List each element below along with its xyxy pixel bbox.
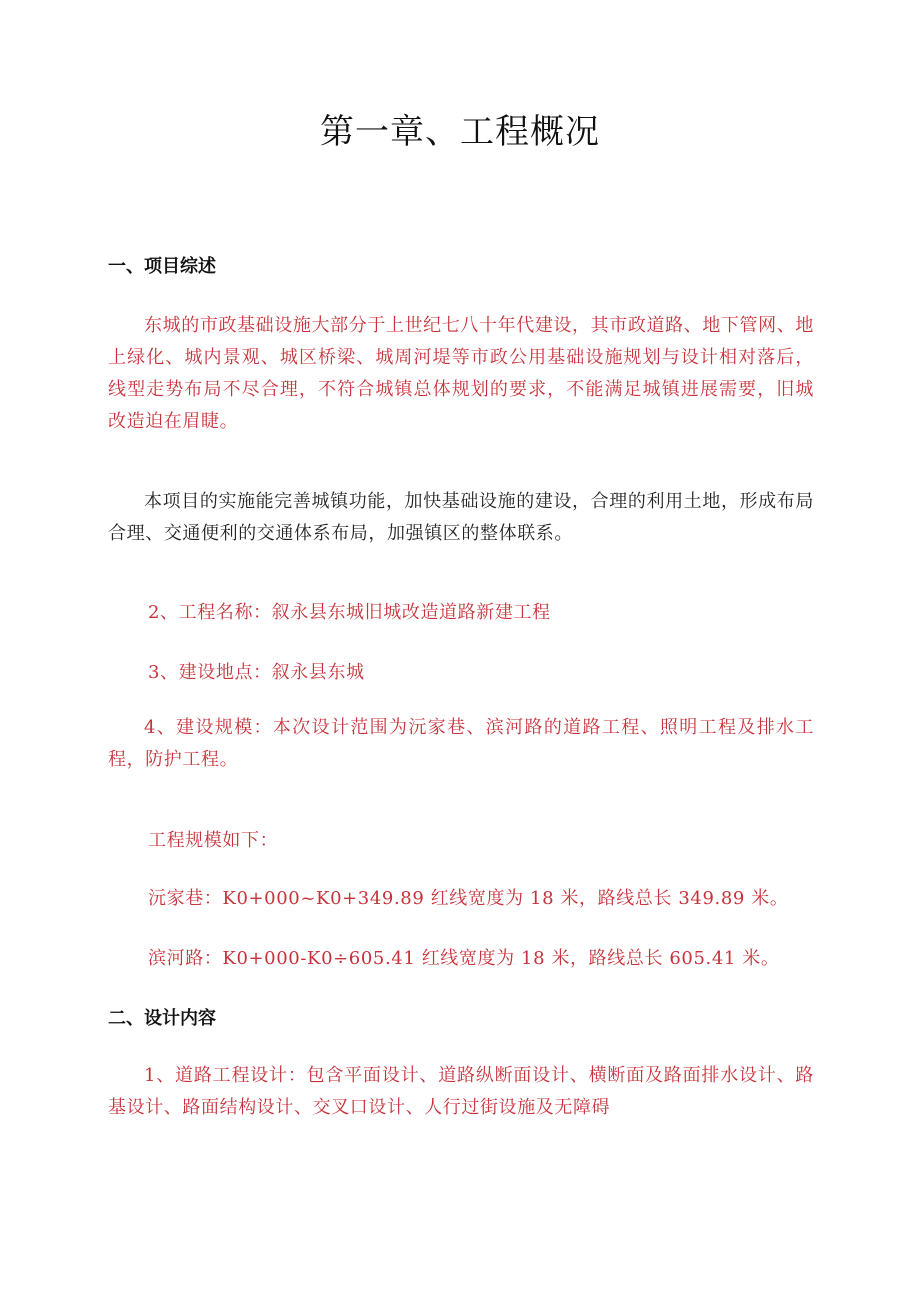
project-scale-paragraph: 4、建设规模：本次设计范围为沅家巷、滨河路的道路工程、照明工程及排水工程，防护工程。: [108, 717, 814, 770]
project-location-line: 3、建设地点：叙永县东城: [148, 662, 365, 683]
section-heading-design: 二、设计内容: [108, 1008, 216, 1029]
road-binhe-line: 滨河路：K0+000-K0÷605.41 红线宽度为 18 米，路线总长 605.41 米。: [148, 948, 780, 969]
road-yuanjiaxiang-line: 沅家巷：K0+000~K0+349.89 红线宽度为 18 米，路线总长 349.89 米。: [148, 888, 789, 909]
chapter-title: 第一章、工程概况: [320, 112, 600, 152]
project-name-line: 2、工程名称：叙永县东城旧城改造道路新建工程: [148, 602, 551, 623]
paragraph-road-design: 1、道路工程设计：包含平面设计、道路纵断面设计、横断面及路面排水设计、路基设计、路面结构设计、交叉口设计、人行过街设施及无障碍: [108, 1065, 814, 1118]
scale-intro-line: 工程规模如下：: [148, 830, 279, 851]
paragraph-background: 东城的市政基础设施大部分于上世纪七八十年代建设，其市政道路、地下管网、地上绿化、城内景观、城区桥梁、城周河堤等市政公用基础设施规划与设计相对落后，线型走势布局不尽合理，不符合城镇总体规划的要求，不能满足城镇进展需要，旧城改造迫在眉睫。: [108, 315, 814, 432]
section-heading-overview: 一、项目综述: [108, 256, 216, 277]
paragraph-benefits: 本项目的实施能完善城镇功能，加快基础设施的建设，合理的利用土地，形成布局合理、交通便利的交通体系布局，加强镇区的整体联系。: [108, 491, 814, 544]
